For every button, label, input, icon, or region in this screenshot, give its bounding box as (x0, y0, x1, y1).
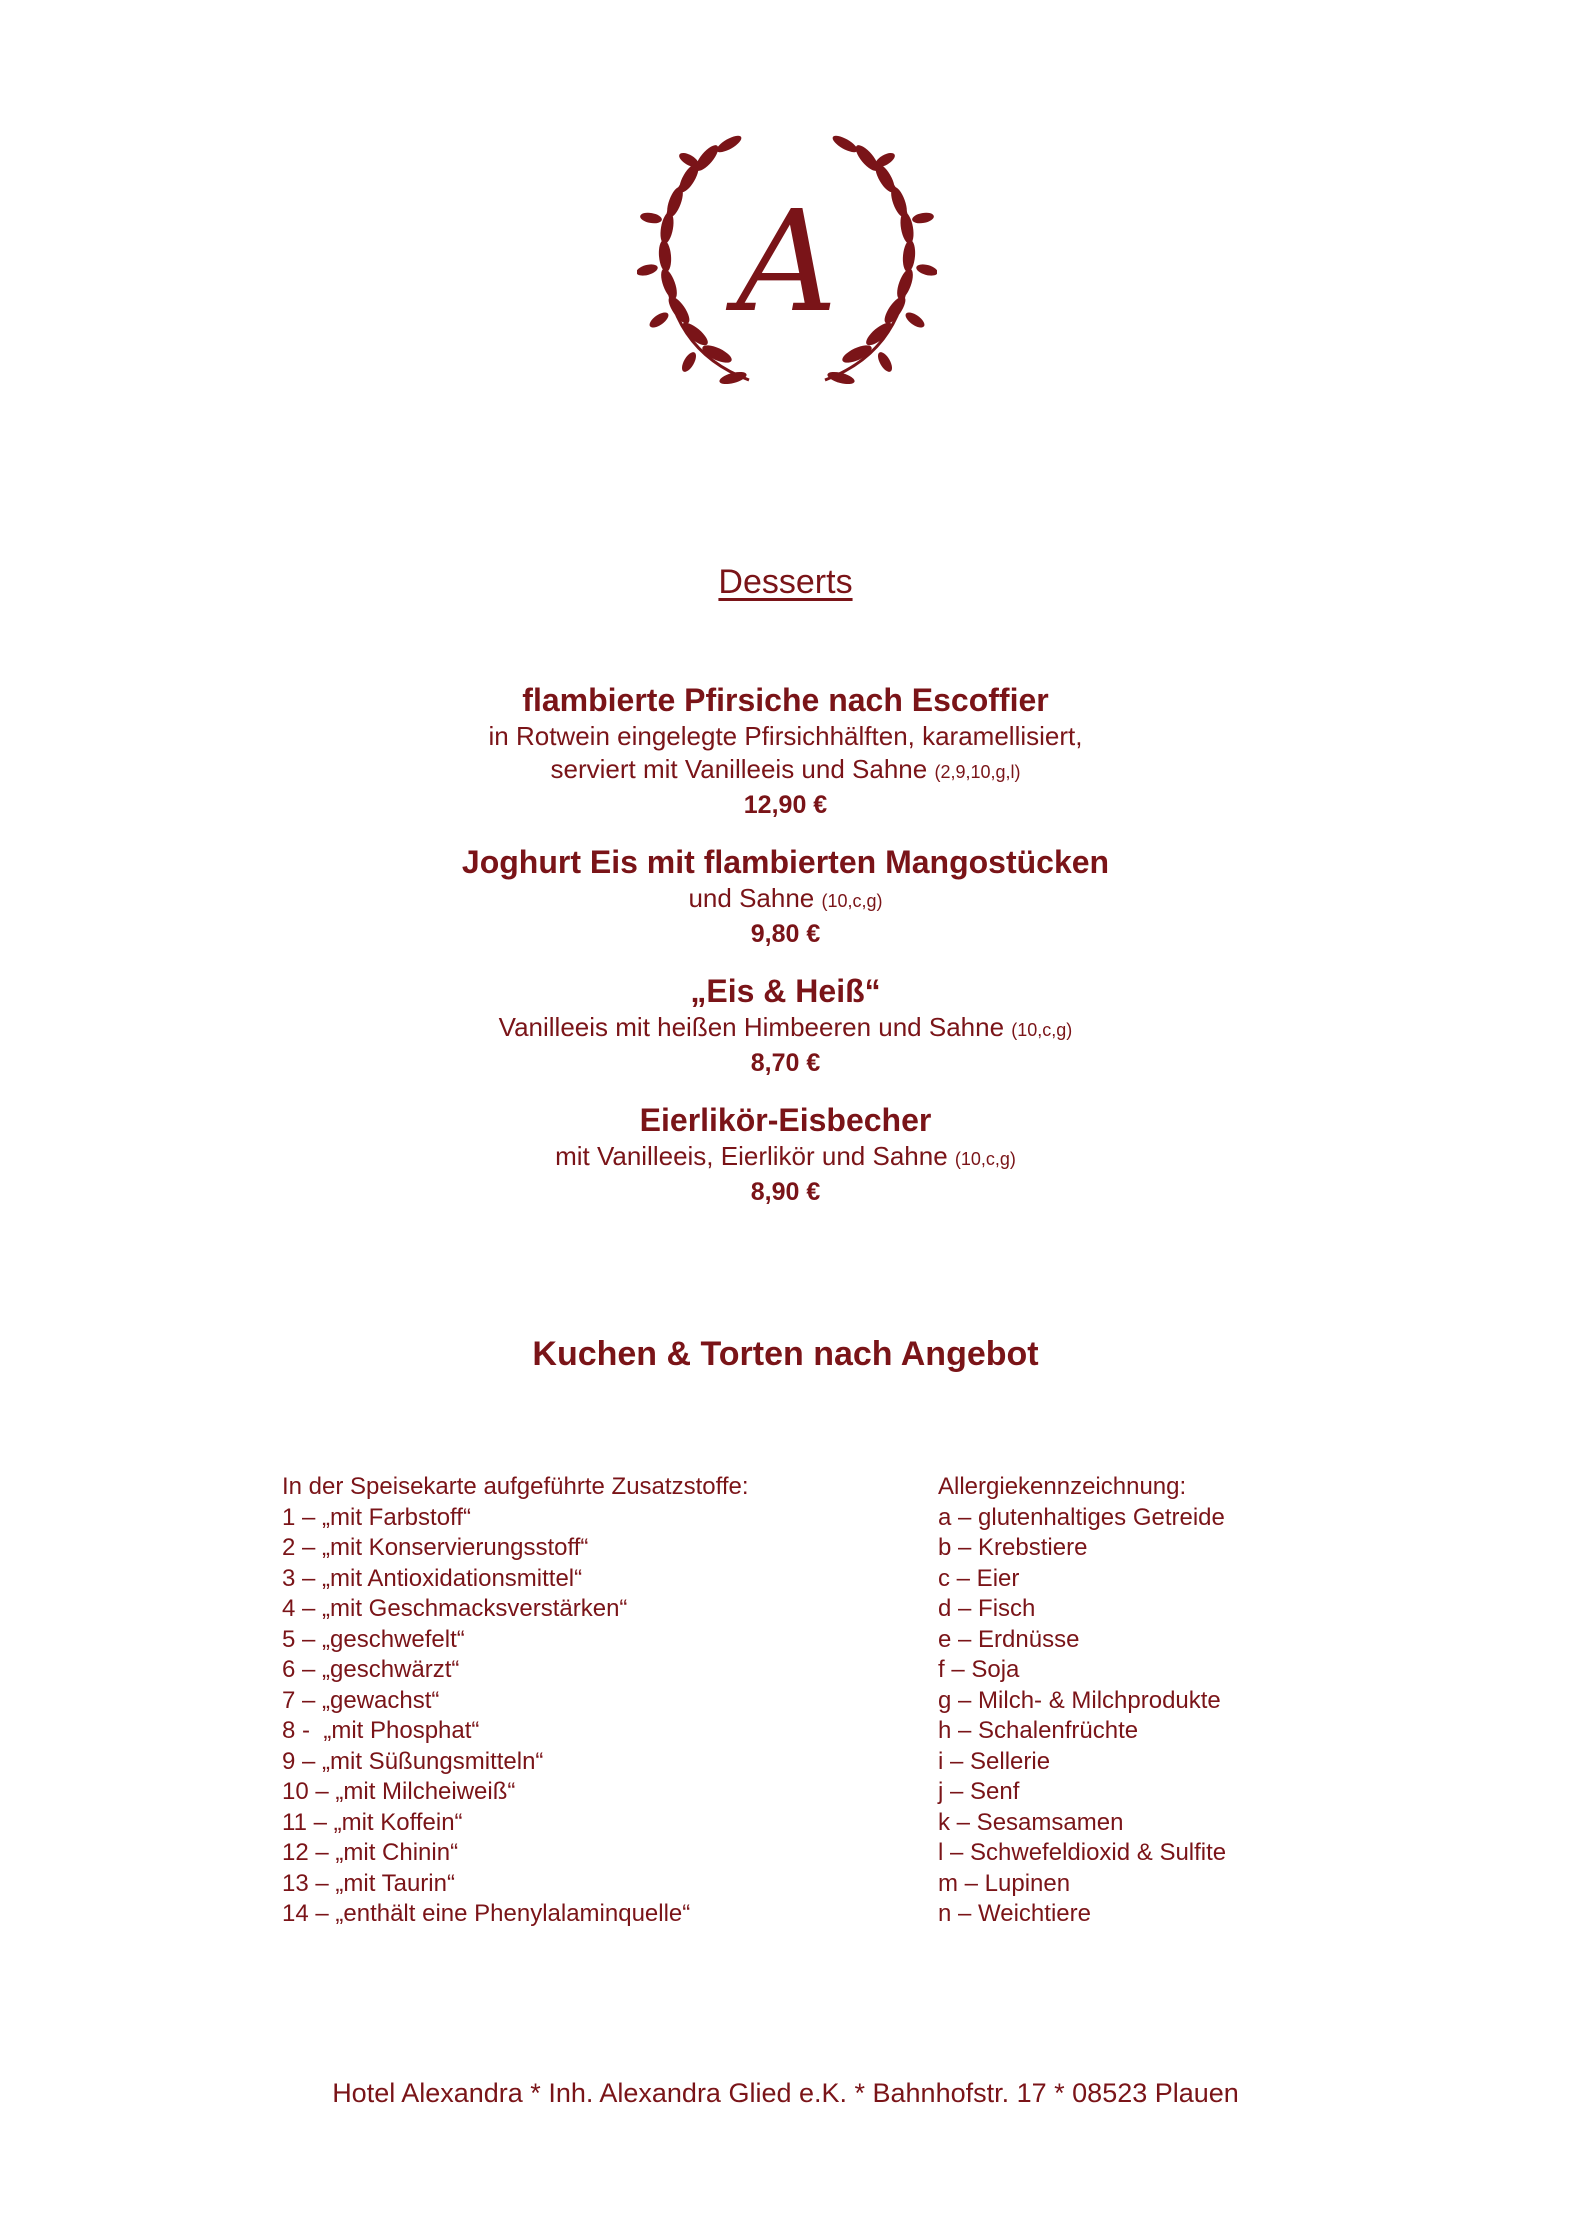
description-text: und Sahne (688, 883, 815, 913)
laurel-logo (637, 130, 937, 400)
additive-entry: 4 – „mit Geschmacksverstärken“ (282, 1595, 628, 1622)
allergen-entry: e – Erdnüsse (938, 1625, 1080, 1653)
dessert-description (0, 882, 1571, 918)
dessert-price: 9,80 € (750, 920, 821, 948)
allergen-entry: c – Eier (938, 1564, 1020, 1592)
dessert-price: 12,90 € (743, 791, 828, 819)
dessert-item (0, 1100, 1571, 1208)
description-text: mit Vanilleeis, Eierlikör und Sahne (555, 1141, 948, 1171)
additive-entry: 9 – „mit Süßungsmitteln“ (282, 1747, 544, 1775)
allergen-entry: b – Krebstiere (938, 1534, 1088, 1561)
allergens-heading: Allergiekennzeichnung: (938, 1473, 1187, 1500)
allergen-entry: d – Fisch (938, 1595, 1036, 1622)
dessert-price: 8,70 € (750, 1049, 821, 1077)
allergens-list (938, 1472, 1226, 1930)
allergen-entry: l – Schwefeldioxid & Sulfite (938, 1839, 1227, 1866)
allergen-codes: (10,c,g) (954, 1149, 1016, 1169)
cakes-heading: Kuchen & Torten nach Angebot (532, 1335, 1039, 1373)
dessert-description (0, 1140, 1571, 1176)
additive-entry: 10 – „mit Milcheiweiß“ (282, 1778, 516, 1805)
dessert-description (0, 753, 1571, 789)
description-text: serviert mit Vanilleeis und Sahne (550, 754, 928, 784)
additives-heading: In der Speisekarte aufgeführte Zusatzstoffe: (282, 1473, 749, 1500)
dessert-name: flambierte Pfirsiche nach Escoffier (522, 682, 1049, 718)
allergen-entry: g – Milch- & Milchprodukte (938, 1686, 1221, 1714)
section-title: Desserts (718, 563, 853, 601)
dessert-name: Joghurt Eis mit flambierten Mangostücken (461, 844, 1110, 880)
allergen-codes: (10,c,g) (821, 891, 883, 911)
allergen-entry: i – Sellerie (938, 1747, 1051, 1775)
dessert-name: „Eis & Heiß“ (690, 973, 881, 1009)
additive-entry: 12 – „mit Chinin“ (282, 1839, 459, 1866)
additive-entry: 13 – „mit Taurin“ (282, 1869, 455, 1897)
dessert-item (0, 680, 1571, 821)
additive-entry: 11 – „mit Koffein“ (282, 1808, 463, 1836)
additive-entry: 6 – „geschwärzt“ (282, 1656, 460, 1683)
additive-entry: 1 – „mit Farbstoff“ (282, 1503, 471, 1531)
allergen-entry: m – Lupinen (938, 1869, 1071, 1897)
dessert-item (0, 971, 1571, 1079)
allergen-codes: (2,9,10,g,l) (934, 762, 1021, 782)
dessert-menu (0, 680, 1571, 1229)
logo-letter: A (736, 181, 838, 344)
dessert-item (0, 842, 1571, 950)
allergen-entry: n – Weichtiere (938, 1900, 1091, 1927)
additive-entry: 14 – „enthält eine Phenylalaminquelle“ (282, 1900, 691, 1927)
dessert-price: 8,90 € (750, 1178, 821, 1206)
additive-entry: 3 – „mit Antioxidationsmittel“ (282, 1564, 583, 1592)
dessert-name: Eierlikör-Eisbecher (639, 1102, 932, 1138)
allergen-entry: f – Soja (938, 1656, 1020, 1683)
allergen-entry: k – Sesamsamen (938, 1808, 1124, 1836)
allergen-entry: j – Senf (938, 1778, 1020, 1805)
additives-list (282, 1472, 749, 1930)
dessert-description (0, 1011, 1571, 1047)
additive-entry: 5 – „geschwefelt“ (282, 1625, 465, 1653)
additive-entry: 8 - „mit Phosphat“ (282, 1717, 480, 1744)
allergen-entry: h – Schalenfrüchte (938, 1717, 1139, 1744)
additive-entry: 2 – „mit Konservierungsstoff“ (282, 1534, 589, 1561)
description-text: Vanilleeis mit heißen Himbeeren und Sahne (498, 1012, 1005, 1042)
allergen-codes: (10,c,g) (1011, 1020, 1073, 1040)
additive-entry: 7 – „gewachst“ (282, 1686, 440, 1714)
allergen-entry: a – glutenhaltiges Getreide (938, 1503, 1225, 1531)
footer-address: Hotel Alexandra * Inh. Alexandra Glied e.K. * Bahnhofstr. 17 * 08523 Plauen (332, 2078, 1239, 2108)
dessert-description (0, 720, 1571, 753)
description-text: in Rotwein eingelegte Pfirsichhälften, karamellisiert, (488, 721, 1083, 751)
